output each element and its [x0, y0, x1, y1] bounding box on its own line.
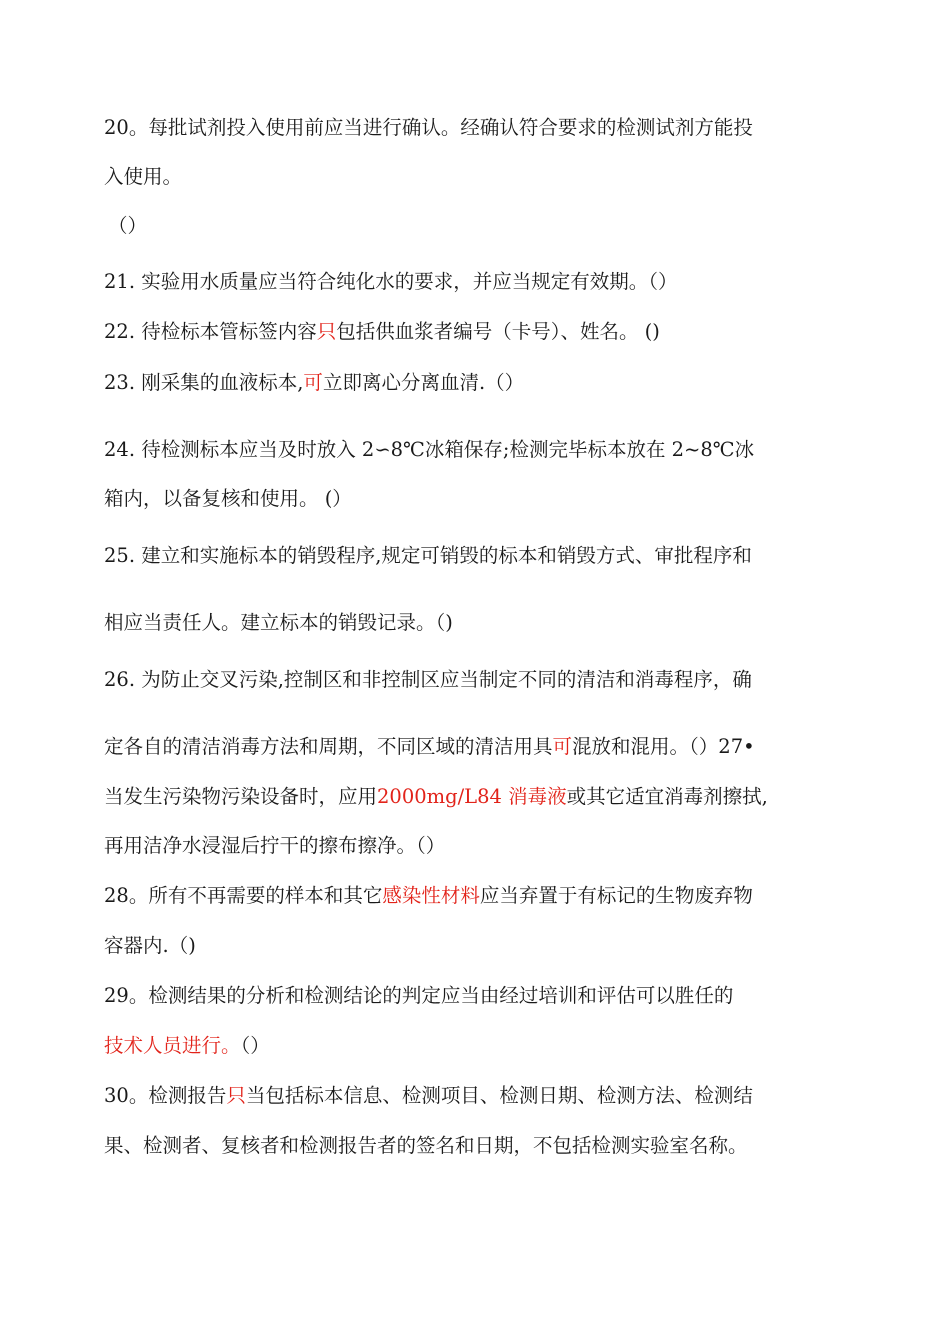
question-24-line-1: 24. 待检测标本应当及时放入 2∽8℃冰箱保存;检测完毕标本放在 2~8℃冰: [104, 438, 755, 461]
question-28-line-1: [104, 882, 753, 910]
question-26-text-end: 混放和混用。（）27•: [572, 735, 755, 758]
question-28-line-2: 容器内.（): [104, 934, 196, 957]
question-27-line-2: 再用洁净水浸湿后拧干的擦布擦净。（）: [104, 834, 446, 857]
question-20-answer-blank: （）: [108, 214, 148, 237]
question-26-line-1: 26. 为防止交叉污染,控制区和非控制区应当制定不同的清洁和消毒程序，确: [104, 668, 752, 691]
question-20-line-1: 20。每批试剂投入使用前应当进行确认。经确认符合要求的检测试剂方能投: [104, 116, 753, 139]
question-25-line-1: 25. 建立和实施标本的销毁程序,规定可销毁的标本和销毁方式、审批程序和: [104, 544, 752, 567]
question-26-line-2: [104, 733, 755, 761]
question-29-highlight: 技术人员进行。: [104, 1034, 241, 1057]
question-22: [104, 318, 660, 346]
question-27-text: 当发生污染物污染设备时，应用: [104, 785, 378, 808]
question-26-text: 定各自的清洁消毒方法和周期，不同区域的清洁用具: [104, 735, 553, 758]
question-26-highlight: 可: [552, 735, 573, 758]
question-23-highlight: 可: [303, 371, 323, 394]
question-27-highlight: 2000mg/L84 消毒液: [377, 785, 567, 808]
question-28-highlight: 感染性材料: [382, 884, 480, 907]
question-30-text: 30。检测报告: [104, 1084, 227, 1107]
question-25-line-2: 相应当责任人。建立标本的销毁记录。（): [104, 611, 453, 634]
question-22-text: 22. 待检标本管标签内容: [104, 320, 317, 343]
question-27-line-1: [104, 783, 768, 811]
question-20-line-2: 入使用。: [104, 165, 183, 188]
question-29-line-2: [104, 1032, 270, 1060]
question-21: 21. 实验用水质量应当符合纯化水的要求，并应当规定有效期。（）: [104, 270, 678, 293]
question-30-highlight: 只: [226, 1084, 246, 1107]
question-22-highlight: 只: [316, 320, 337, 343]
question-23: [104, 369, 524, 397]
question-29-text-end: （）: [240, 1034, 270, 1057]
question-22-text-end: 包括供血浆者编号（卡号）、姓名。 (): [336, 320, 660, 343]
question-23-text: 23. 刚采集的血液标本,: [104, 371, 304, 394]
question-24-line-2: 箱内，以备复核和使用。 (）: [104, 487, 352, 510]
question-28-text-end: 应当弃置于有标记的生物废弃物: [479, 884, 753, 907]
question-30-text-end: 当包括标本信息、检测项目、检测日期、检测方法、检测结: [245, 1084, 753, 1107]
question-28-text: 28。所有不再需要的样本和其它: [104, 884, 383, 907]
question-30-line-2: 果、检测者、复核者和检测报告者的签名和日期，不包括检测实验室名称。: [104, 1134, 748, 1157]
question-29-line-1: 29。检测结果的分析和检测结论的判定应当由经过培训和评估可以胜任的: [104, 984, 734, 1007]
question-27-text-end: 或其它适宜消毒剂擦拭,: [566, 785, 768, 808]
question-23-text-end: 立即离心分离血清.（）: [322, 371, 525, 394]
question-30-line-1: [104, 1082, 753, 1110]
